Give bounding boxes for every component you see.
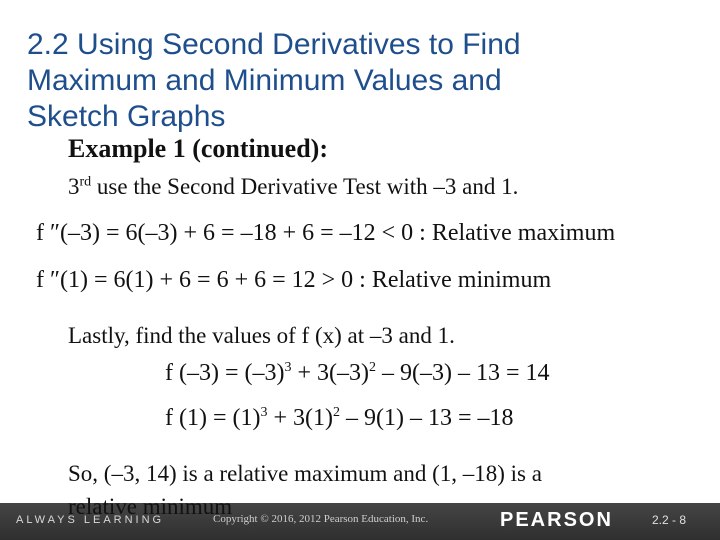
equation-second-derivative-at-1: f ″(1) = 6(1) + 6 = 6 + 6 = 12 > 0 : Relative minimum <box>36 267 552 293</box>
conclusion-text-line-2: relative minimum <box>68 494 233 519</box>
step-number: 3 <box>68 174 80 199</box>
equation-f-at-1 <box>165 403 514 433</box>
eq4-exp-cube: 3 <box>260 405 268 420</box>
eq3-exp-cube: 3 <box>284 360 292 375</box>
eq4-exp-square: 2 <box>333 405 341 420</box>
step-ordinal: rd <box>79 174 92 190</box>
title-line-2: Maximum and Minimum Values and <box>27 64 502 97</box>
slide-title <box>27 27 687 135</box>
eq4-rest: – 9(1) – 13 = –18 <box>340 405 514 431</box>
copyright-notice: Copyright © 2016, 2012 Pearson Education, Inc. <box>213 513 429 525</box>
eq4-lhs: f (1) = (1) <box>165 405 261 431</box>
step-description: use the Second Derivative Test with –3 and 1. <box>91 174 519 199</box>
eq4-mid: + 3(1) <box>267 405 334 431</box>
eq3-lhs: f (–3) = (–3) <box>165 360 285 386</box>
always-learning-tagline: ALWAYS LEARNING <box>16 514 165 526</box>
lastly-text: Lastly, find the values of f (x) at –3 and 1. <box>68 323 455 348</box>
title-line-1: 2.2 Using Second Derivatives to Find <box>27 28 521 61</box>
eq3-rest: – 9(–3) – 13 = 14 <box>376 360 550 386</box>
example-heading: Example 1 (continued): <box>68 134 328 163</box>
conclusion-text: So, (–3, 14) is a relative maximum and (1, –18) is a <box>68 461 542 486</box>
title-line-3: Sketch Graphs <box>27 100 226 133</box>
step-3-text <box>68 172 518 202</box>
eq3-exp-square: 2 <box>369 360 377 375</box>
equation-second-derivative-at-minus-3: f ″(–3) = 6(–3) + 6 = –18 + 6 = –12 < 0 : Relative maximum <box>36 220 616 246</box>
page-number: 2.2 - 8 <box>652 513 687 527</box>
equation-f-at-minus-3 <box>165 358 550 388</box>
pearson-logo: PEARSON <box>500 509 613 531</box>
eq3-mid: + 3(–3) <box>291 360 370 386</box>
